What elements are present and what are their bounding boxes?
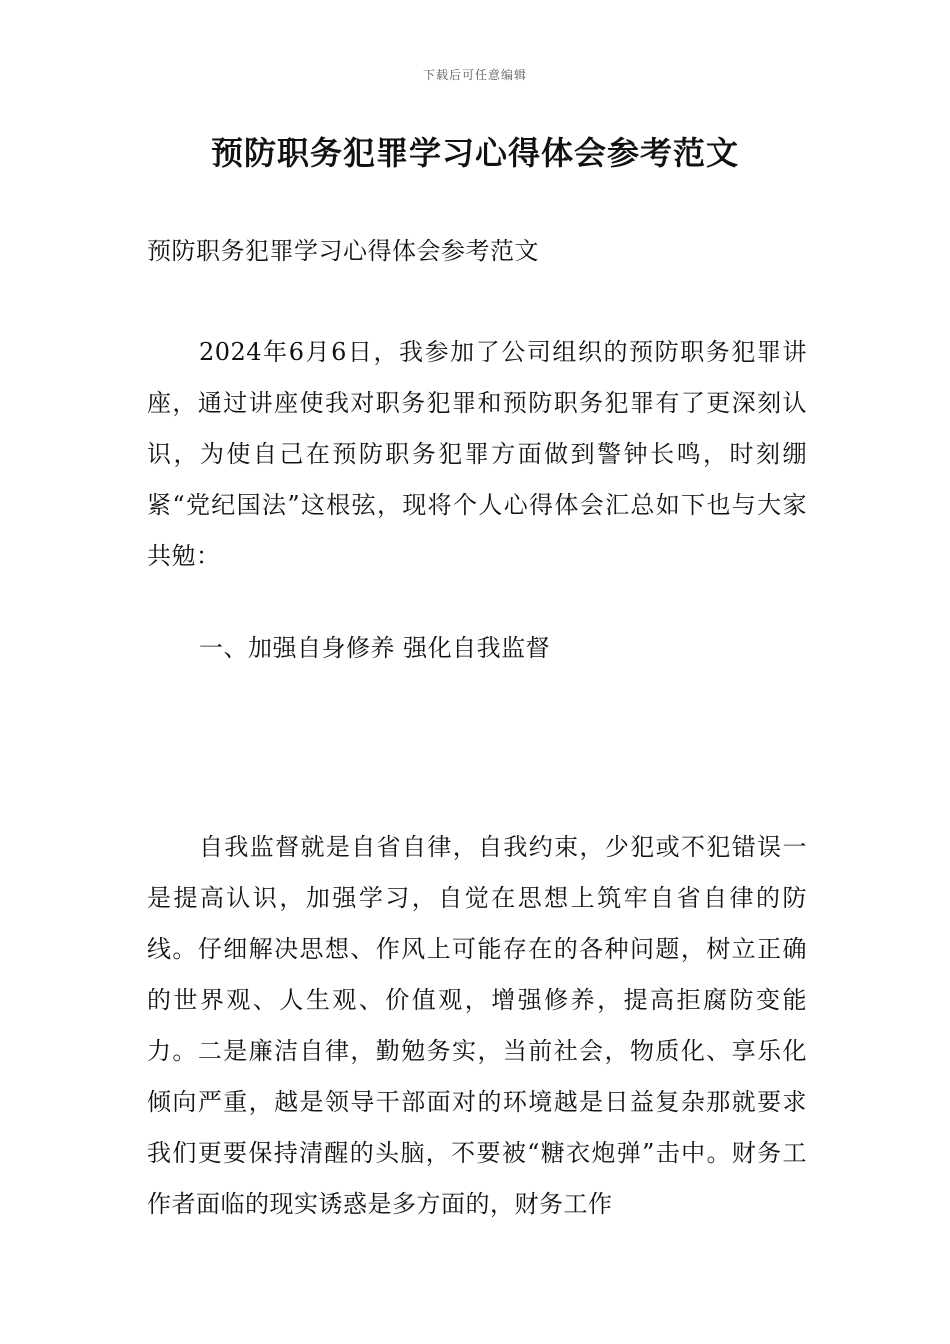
- section-heading-1: 一、加强自身修养 强化自我监督: [199, 634, 551, 662]
- document-title: 预防职务犯罪学习心得体会参考范文: [210, 134, 739, 172]
- paragraph-intro: 2024年6月6日，我参加了公司组织的预防职务犯罪讲座，通过讲座使我对职务犯罪和预防职务犯罪有了更深刻认识，为使自己在预防职务犯罪方面做到警钟长鸣，时刻绷紧“党纪国法”这根弦，现将个人心得体会汇总如下也与大家共勉：: [147, 338, 807, 570]
- paragraph-self-supervision: 自我监督就是自省自律，自我约束，少犯或不犯错误一是提高认识，加强学习，自觉在思想上筑牢自省自律的防线。仔细解决思想、作风上可能存在的各种问题，树立正确的世界观、人生观、价值观，增强修养，提高拒腐防变能力。二是廉洁自律，勤勉务实，当前社会，物质化、享乐化倾向严重，越是领导干部面对的环境越是日益复杂那就要求我们更要保持清醒的头脑，不要被“糖衣炮弹”击中。财务工作者面临的现实诱惑是多方面的，财务工作: [147, 833, 807, 1218]
- header-note: 下载后可任意编辑: [422, 68, 527, 82]
- document-subtitle: 预防职务犯罪学习心得体会参考范文: [147, 237, 539, 265]
